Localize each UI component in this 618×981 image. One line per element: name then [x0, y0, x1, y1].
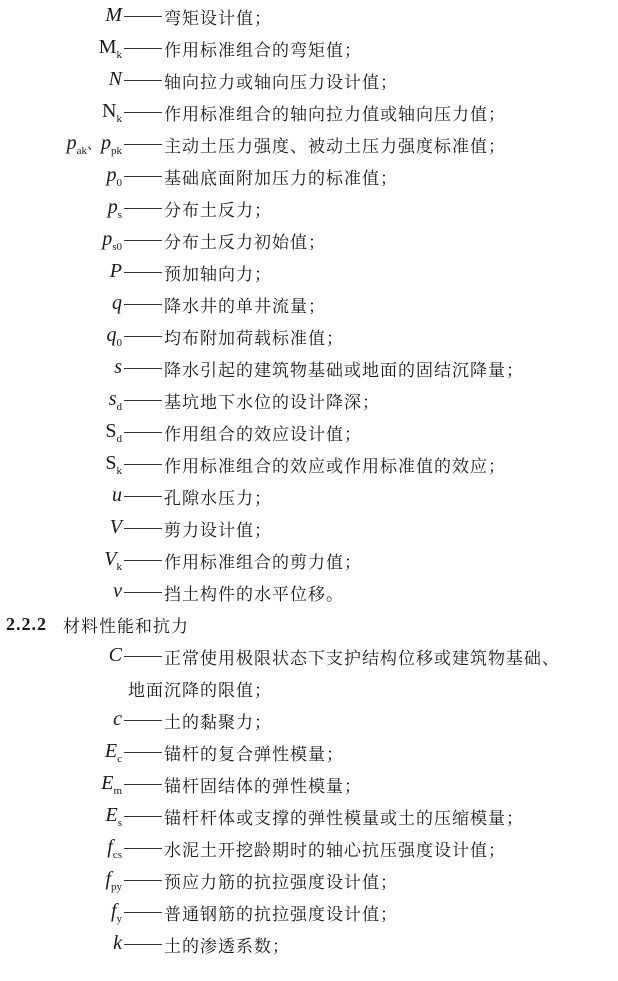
entry-row — [0, 0, 618, 32]
entry-row — [0, 928, 618, 960]
symbol: v — [113, 579, 122, 602]
em-dash — [124, 48, 162, 49]
em-dash — [124, 656, 162, 657]
definition: 锚杆固结体的弹性模量； — [164, 776, 362, 797]
entry-row — [0, 64, 618, 96]
definition: 锚杆杆体或支撑的弹性模量或土的压缩模量； — [164, 808, 524, 829]
symbol: $V_k$ — [104, 547, 122, 573]
em-dash — [124, 16, 162, 17]
symbol: $f_{cs}$ — [107, 835, 122, 861]
entry-row — [0, 800, 618, 832]
em-dash — [124, 784, 162, 785]
section-number: 2.2.2 — [6, 613, 47, 634]
entry-row — [0, 160, 618, 192]
definition: 作用组合的效应设计值； — [164, 424, 362, 445]
em-dash — [124, 240, 162, 241]
definition: 锚杆的复合弹性模量； — [164, 744, 344, 765]
definition: 剪力设计值； — [164, 520, 272, 541]
em-dash — [124, 560, 162, 561]
entry-row — [0, 352, 618, 384]
em-dash — [124, 80, 162, 81]
entry-row — [0, 480, 618, 512]
definition: 降水引起的建筑物基础或地面的固结沉降量； — [164, 360, 524, 381]
definition: 预加轴向力； — [164, 264, 272, 285]
em-dash — [124, 208, 162, 209]
em-dash — [124, 144, 162, 145]
symbol: V — [109, 515, 122, 538]
symbol: $E_s$ — [105, 803, 122, 829]
symbol: k — [113, 931, 122, 954]
em-dash — [124, 944, 162, 945]
definition: 基础底面附加压力的标准值； — [164, 168, 398, 189]
entry-row — [0, 224, 618, 256]
section-title: 材料性能和抗力 — [63, 616, 189, 637]
symbol: u — [112, 483, 122, 506]
entry-row — [0, 864, 618, 896]
symbol: $E_c$ — [104, 739, 122, 765]
em-dash — [124, 528, 162, 529]
entry-row — [0, 256, 618, 288]
symbol: $N_k$ — [102, 99, 122, 125]
entry-row — [0, 512, 618, 544]
definition: 水泥土开挖龄期时的轴心抗压强度设计值； — [164, 840, 506, 861]
definition: 基坑地下水位的设计降深； — [164, 392, 380, 413]
entry-row — [0, 448, 618, 480]
entry-row — [0, 640, 618, 672]
symbol: $p_s$ — [107, 195, 122, 221]
definition: 作用标准组合的效应或作用标准值的效应； — [164, 456, 506, 477]
definition: 作用标准组合的剪力值； — [164, 552, 362, 573]
em-dash — [124, 592, 162, 593]
em-dash — [124, 720, 162, 721]
em-dash — [124, 368, 162, 369]
definition: 正常使用极限状态下支护结构位移或建筑物基础、 — [164, 648, 560, 669]
symbol: $M_k$ — [98, 35, 122, 61]
em-dash — [124, 848, 162, 849]
entry-row — [0, 96, 618, 128]
definition-continuation: 地面沉降的限值； — [128, 680, 272, 701]
em-dash — [124, 112, 162, 113]
em-dash — [124, 432, 162, 433]
entry-row — [0, 736, 618, 768]
symbol: $f_y$ — [110, 899, 122, 925]
entry-row — [0, 896, 618, 928]
definition: 孔隙水压力； — [164, 488, 272, 509]
definition: 分布土反力； — [164, 200, 272, 221]
entry-row — [0, 32, 618, 64]
symbol: C — [108, 643, 122, 666]
symbol: q — [112, 291, 122, 314]
em-dash — [124, 176, 162, 177]
em-dash — [124, 304, 162, 305]
symbol: M — [105, 3, 122, 26]
entry-row — [0, 320, 618, 352]
section-heading — [6, 608, 189, 640]
symbol: P — [109, 259, 122, 282]
symbol: $p_{ak}$、$p_{pk}$ — [66, 131, 122, 157]
definition: 土的渗透系数； — [164, 936, 290, 957]
em-dash — [124, 464, 162, 465]
definition: 分布土反力初始值； — [164, 232, 326, 253]
entry-row — [0, 832, 618, 864]
definition: 均布附加荷载标准值； — [164, 328, 344, 349]
definition: 挡土构件的水平位移。 — [164, 584, 344, 605]
em-dash — [124, 400, 162, 401]
symbol: $p_{s0}$ — [102, 227, 122, 253]
symbol: $E_m$ — [101, 771, 122, 797]
em-dash — [124, 336, 162, 337]
symbol: c — [113, 707, 122, 730]
entry-row — [0, 288, 618, 320]
definition: 土的黏聚力； — [164, 712, 272, 733]
entry-row — [0, 128, 618, 160]
symbol: N — [108, 67, 122, 90]
definition: 作用标准组合的弯矩值； — [164, 40, 362, 61]
symbol: $s_d$ — [108, 387, 122, 413]
symbol: $f_{py}$ — [105, 867, 122, 893]
entry-row — [0, 416, 618, 448]
em-dash — [124, 880, 162, 881]
definition: 主动土压力强度、被动土压力强度标准值； — [164, 136, 506, 157]
definition: 轴向拉力或轴向压力设计值； — [164, 72, 398, 93]
em-dash — [124, 912, 162, 913]
symbol: $S_d$ — [105, 419, 122, 445]
symbol: $q_0$ — [106, 323, 122, 349]
symbol: $p_0$ — [106, 163, 122, 189]
entry-row — [0, 704, 618, 736]
em-dash — [124, 496, 162, 497]
em-dash — [124, 272, 162, 273]
definition: 弯矩设计值； — [164, 8, 272, 29]
em-dash — [124, 816, 162, 817]
entry-row — [0, 192, 618, 224]
symbol: s — [114, 355, 122, 378]
definition: 降水井的单井流量； — [164, 296, 326, 317]
entry-row — [0, 768, 618, 800]
definition: 作用标准组合的轴向拉力值或轴向压力值； — [164, 104, 506, 125]
entry-row — [0, 576, 618, 608]
entry-row — [0, 384, 618, 416]
entry-row — [0, 544, 618, 576]
em-dash — [124, 752, 162, 753]
symbol: $S_k$ — [105, 451, 122, 477]
definition: 预应力筋的抗拉强度设计值； — [164, 872, 398, 893]
definition: 普通钢筋的抗拉强度设计值； — [164, 904, 398, 925]
